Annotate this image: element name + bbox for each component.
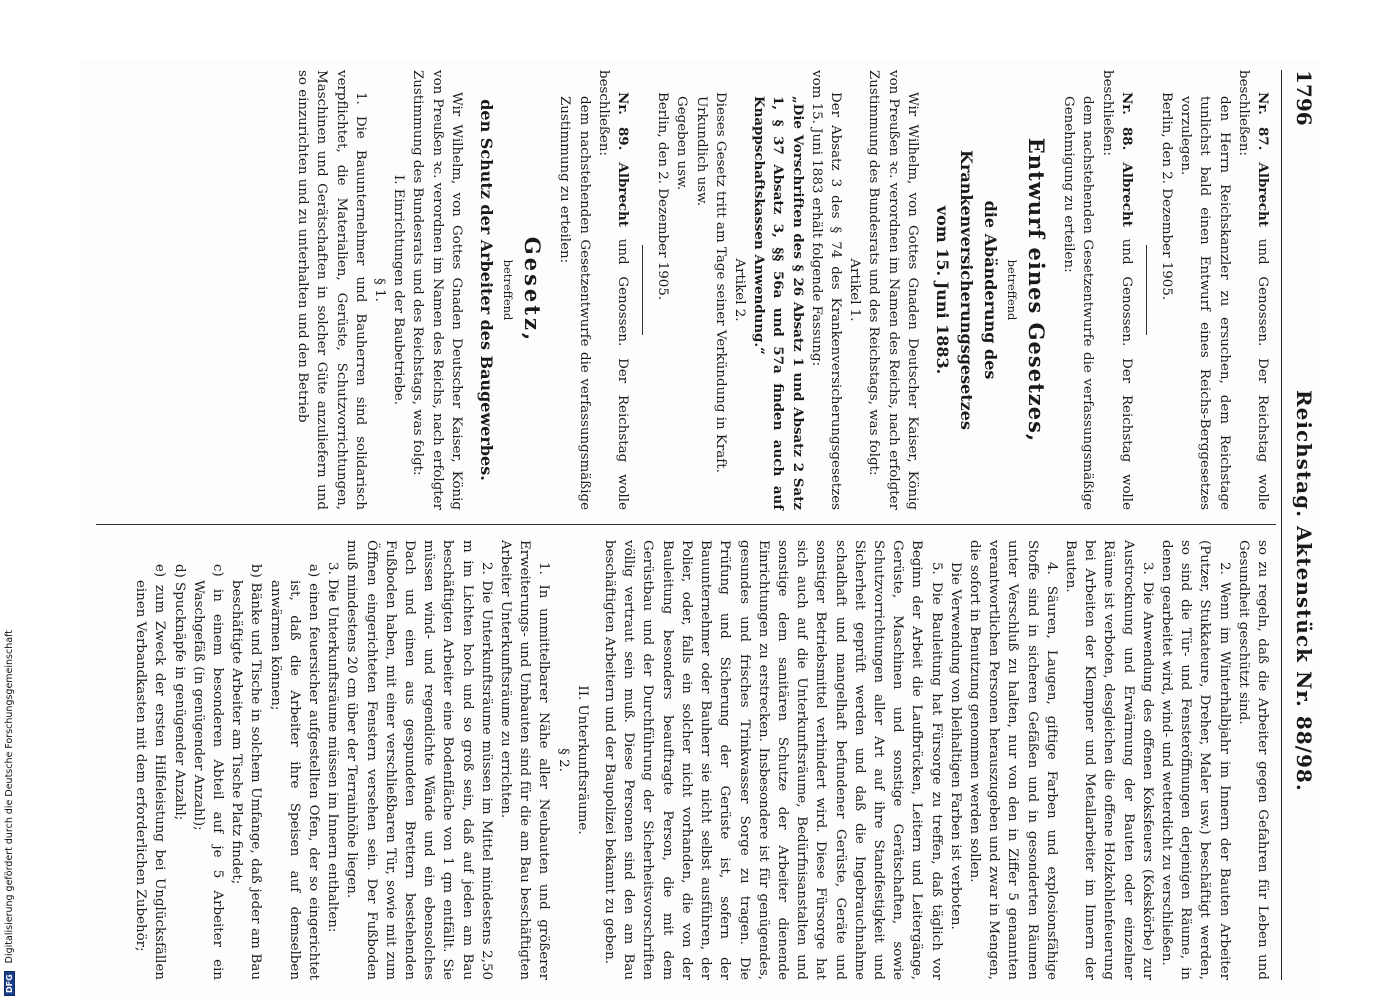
separator (642, 245, 643, 335)
paragraph-2-heading: § 2. (555, 748, 571, 772)
nr89-number: Nr. 89. (614, 92, 631, 151)
nr88-intro: und Genossen. Der Reichstag wolle beschließen: (1099, 70, 1134, 511)
nr88-date: Berlin, den 2. Dezember 1905. (655, 92, 671, 301)
nr89-body: dem nachstehenden Gesetzentwurfe die verfassungsmäßige Zustimmung zu erteilen: (557, 96, 592, 510)
nr87-body: den Herrn Reichskanzler zu ersuchen, dem Reichstage tunlichst bald einen Entwurf eines Reichs-Berggesetzes vorzulegen. (1178, 96, 1232, 510)
nr87-number: Nr. 87. (1255, 92, 1271, 151)
item-3: 3. Die Anwendung des offenen Koksfeuers (Kokskörbe) zur Austrocknung und Erwärmung der Bauten oder einzelner Räume ist verboten, desgleichen die offene Holzkohlenfeuerung bei Arbeiten der Klempner und Metallarbeiter im Innern der Bauten. (1062, 540, 1155, 980)
gegeben: Gegeben usw. (674, 96, 690, 191)
nr88-number: Nr. 88. (1118, 92, 1135, 151)
bill-subtitle-date: vom 15. Juni 1883. (932, 205, 952, 375)
nr89-name: Albrecht (614, 150, 631, 227)
nr89-intro: und Genossen. Der Reichstag wolle beschließen: (595, 70, 630, 511)
item-q1: 1. In unmittelbarer Nähe aller Neubauten und größerer Erweiterungs- und Umbauten sind für die am Bau beschäftigten Arbeiter Unterkunftsräume zu errichten. (498, 540, 552, 980)
item-2: 2. Wenn im Winterhalbjahr im Innern der Bauten Arbeiter (Putzer, Stukkateure, Dreher, Maler usw.) beschäftigt werden, so sind die Tür- und Fensteröffnungen derjenigen Räume, in denen gearbeitet wird, wind- und wetterdicht zu verschließen. (1158, 540, 1232, 980)
document-page (80, 60, 1320, 1000)
column-divider (96, 524, 1276, 525)
article-2-text: Dieses Gesetz tritt am Tage seiner Verkündung in Kraft. (712, 92, 728, 473)
article-1-heading: Artikel 1. (847, 258, 863, 322)
bill-title: Entwurf eines Gesetzes, (1023, 137, 1049, 443)
paragraph-1-heading: § 1. (372, 278, 388, 302)
enacting-clause-2: Wir Wilhelm, von Gottes Gnaden Deutscher Kaiser, König von Preußen ꝛc. verordnen im Namen des Reichs, nach erfolgter Zustimmung des Bundesrats und des Reichstags, was folgt: (410, 70, 464, 510)
left-column (293, 70, 1272, 510)
nr87-paragraph (1234, 70, 1272, 510)
nr89-paragraph (594, 70, 632, 510)
continuation-text: so zu regeln, daß die Arbeiter gegen Gefahren für Leben und Gesundheit geschützt sind. (1235, 540, 1270, 980)
subitem-b: b) Bänke und Tische in solchem Umfange, daß jeder am Bau beschäftigte Arbeiter am Tische Platz findet; (229, 564, 264, 980)
page-number: 1796 (1292, 70, 1316, 126)
section-2-heading: II. Unterkunftsräume. (574, 685, 590, 835)
nr88-body: dem nachstehenden Gesetzentwurfe die verfassungsmäßige Genehmigung zu erteilen: (1061, 96, 1096, 510)
credit-text: Digitalisierung gefördert durch die Deutsche Forschungsgemeinschaft (4, 630, 15, 964)
item-4: 4. Säuren, Laugen, giftige Farben und explosionsfähige Stoffe sind in sicheren Gefäßen und in gesonderten Räumen unter Verschluß zu halten, nur von den in Ziffer 5 genannten verantwortlichen Personen herauszugeben und zwar in Mengen, die sofort in Benutzung genommen werden sollen. (966, 540, 1059, 980)
article-1-quote: „Die Vorschriften des § 26 Absatz 1 und Absatz 2 Satz 1, § 37 Absatz 3, §§ 56a und 57a finden auch auf Knappschaftskassen Anwendung.“ (751, 96, 806, 510)
subitem-c: c) in einem besonderen Abteil auf je 5 Arbeiter ein Waschgefäß (in genügender Anzahl); (190, 564, 226, 980)
bill-betreffend: betreffend (1004, 259, 1019, 321)
section-1-heading: I. Einrichtungen der Baubetriebe. (391, 174, 407, 406)
nr87-date: Berlin, den 2. Dezember 1905. (1158, 92, 1174, 301)
header-rule (1281, 70, 1282, 980)
item-5: 5. Die Bauleitung hat Fürsorge zu treffen, daß täglich vor Beginn der Arbeit die Laufbrücken, Leitern und Leitergänge, Gerüste, Maschinen und sonstige Gerätschaften, sowie Schutzvorrichtungen aller Art auf ihre Standfestigkeit und Sicherheit geprüft werden und daß die Ingebrauchnahme schadhaft und mangelhaft befundener Gerüste, Geräte und sonstiger Betriebsmittel verhindert wird. Diese Fürsorge hat sich auch auf die Unterkunftsräume, Bedürfnisanstalten und sonstige dem sanitären Schutze der Arbeiter dienende Einrichtungen zu erstrecken. Insbesondere ist für genügendes, gesundes und frisches Trinkwasser Sorge zu tragen. Die Prüfung und Sicherung der Gerüste ist, sofern der Bauunternehmer oder Bauherr sie nicht selbst ausführen, der Polier, oder, falls ein solcher nicht vorhanden, die von der Bauleitung besonders beauftragte Person, die mit dem Gerüstbau und der Durchführung der Sicherheitsvorschriften völlig vertraut sein muß. Diese Personen sind den am Bau beschäftigten Arbeitern und der Baupolizei bekannt zu geben. (602, 540, 944, 980)
subitem-a: a) einen feuersicher aufgestellten Ofen, der so eingerichtet ist, daß die Arbeiter ihre Speisen auf demselben anwärmen können; (267, 564, 322, 980)
law-betreffend: betreffend (501, 259, 516, 321)
page-header (1280, 70, 1320, 990)
nr88-paragraph (1097, 70, 1135, 510)
separator (1146, 245, 1147, 335)
item-q3: 3. Die Unterkunftsräume müssen im Innern enthalten: (325, 562, 341, 933)
subitem-e: e) zum Zweck der ersten Hilfeleistung bei Unglücksfällen einen Verbandkasten mit dem erforderlichen Zubehör; (133, 564, 168, 980)
right-column (131, 540, 1272, 980)
nr88-name: Albrecht (1118, 150, 1135, 227)
dfg-logo: DFG (4, 971, 15, 996)
bill-subtitle: die Abänderung des Krankenversicherungsgesetzes (956, 150, 1000, 430)
running-title: Reichstag. Aktenstück Nr. 88/98. (1292, 390, 1316, 792)
law-title: Gesetz, (520, 236, 546, 344)
urkundlich: Urkundlich usw. (693, 96, 709, 207)
article-2-heading: Artikel 2. (731, 258, 747, 322)
article-1-text: Der Absatz 3 des § 74 des Krankenversicherungsgesetzes vom 15. Juni 1883 erhält folgende Fassung: (808, 70, 843, 510)
enacting-clause: Wir Wilhelm, von Gottes Gnaden Deutscher Kaiser, König von Preußen ꝛc. verordnen im Namen des Reichs, nach erfolgter Zustimmung des Bundesrats und des Reichstags, was folgt: (866, 70, 920, 510)
subitem-d: d) Spucknäpfe in genügender Anzahl; (171, 564, 187, 821)
nr87-intro: und Genossen. Der Reichstag wolle beschließen: (1235, 70, 1270, 511)
nr87-name: Albrecht (1255, 150, 1271, 227)
paragraph-1-text: 1. Die Bauunternehmer und Bauherren sind solidarisch verpflichtet, die Materialien, Gerüste, Schutzvorrichtungen, Maschinen und Gerätschaften in solcher Güte anzuliefern und so einzurichten und zu unterhalten und den Betrieb (295, 70, 368, 510)
digitization-credit (4, 0, 20, 996)
item-q2: 2. Die Unterkunftsräume müssen im Mittel mindestens 2,50 m im Lichten hoch und so groß sein, daß auf jeden am Bau beschäftigten Arbeiter eine Bodenfläche von 1 qm entfällt. Sie müssen wind- und regendichte Wände und ein ebensolches Dach und einen aus gespundeten Brettern bestehenden Fußboden haben, mit einer verschließbaren Tür, sowie mit zum Öffnen eingerichteten Fenstern versehen sein. Der Fußboden muß mindestens 20 cm über der Terrainhöhe liegen. (344, 540, 494, 980)
item-4-note: Die Verwendung von bleihaltigen Farben ist verboten. (947, 562, 963, 930)
law-subtitle: den Schutz der Arbeiter des Baugewerbes. (476, 99, 496, 481)
